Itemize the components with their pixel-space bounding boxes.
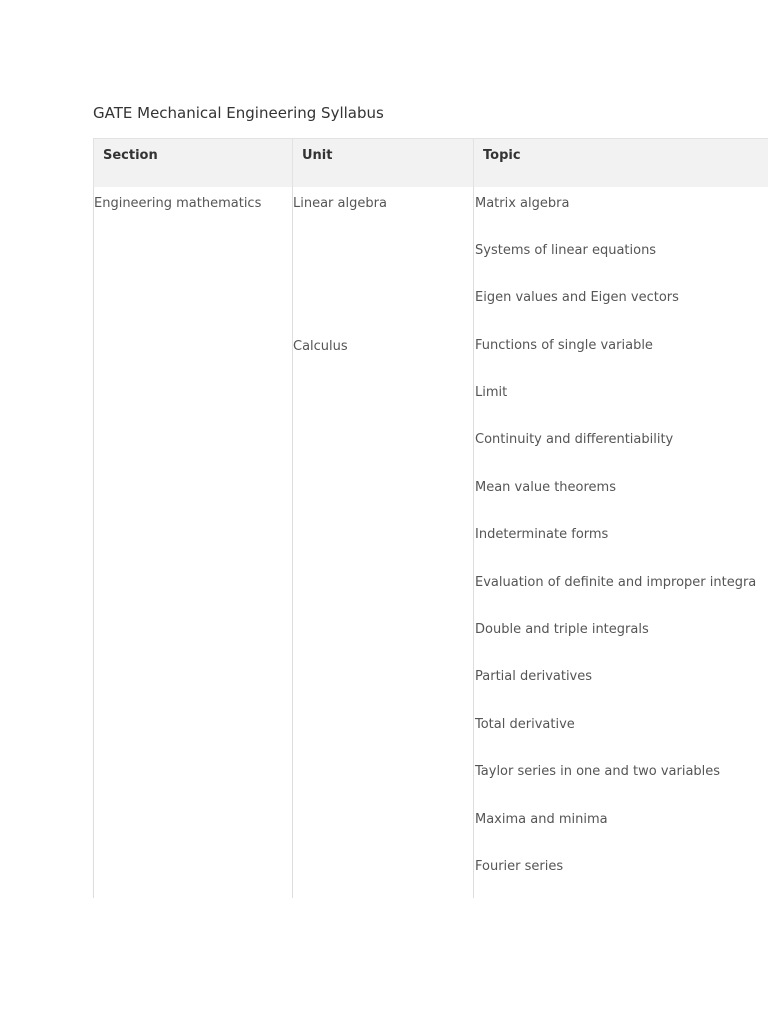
unit-block: [293, 330, 473, 899]
topic-item: Mean value theorems: [475, 479, 616, 495]
topic-item: Fourier series: [475, 858, 564, 874]
unit-name: Calculus: [293, 338, 348, 354]
topic-item: Functions of single variable: [475, 337, 653, 353]
topic-item: Partial derivatives: [475, 669, 593, 685]
table-row: [94, 187, 768, 899]
column-header-unit: Unit: [293, 139, 474, 187]
unit-cell: [293, 187, 474, 899]
syllabus-table: [93, 138, 768, 898]
topic-item: Indeterminate forms: [475, 527, 609, 543]
column-header-topic: Topic: [474, 139, 768, 187]
table-header-row: [94, 139, 768, 187]
topic-item: Maxima and minima: [475, 811, 608, 827]
topic-item: Eigen values and Eigen vectors: [475, 290, 679, 306]
unit-name: Linear algebra: [293, 195, 387, 211]
topic-item: Continuity and differentiability: [475, 432, 674, 448]
unit-block: [293, 187, 473, 330]
section-name: Engineering mathematics: [94, 195, 262, 211]
topic-item: Systems of linear equations: [475, 242, 657, 258]
topic-item: Double and triple integrals: [475, 622, 649, 638]
section-cell: [94, 187, 293, 899]
topic-item: Matrix algebra: [475, 195, 570, 211]
syllabus-table-container: [93, 138, 768, 898]
topic-item: Taylor series in one and two variables: [475, 764, 721, 780]
topic-item: Evaluation of definite and improper integra: [475, 574, 757, 590]
topic-cell: [474, 187, 768, 899]
column-header-section: Section: [94, 139, 293, 187]
page-title: GATE Mechanical Engineering Syllabus: [93, 104, 384, 122]
topic-item: Limit: [475, 385, 508, 401]
topic-item: Total derivative: [475, 716, 575, 732]
